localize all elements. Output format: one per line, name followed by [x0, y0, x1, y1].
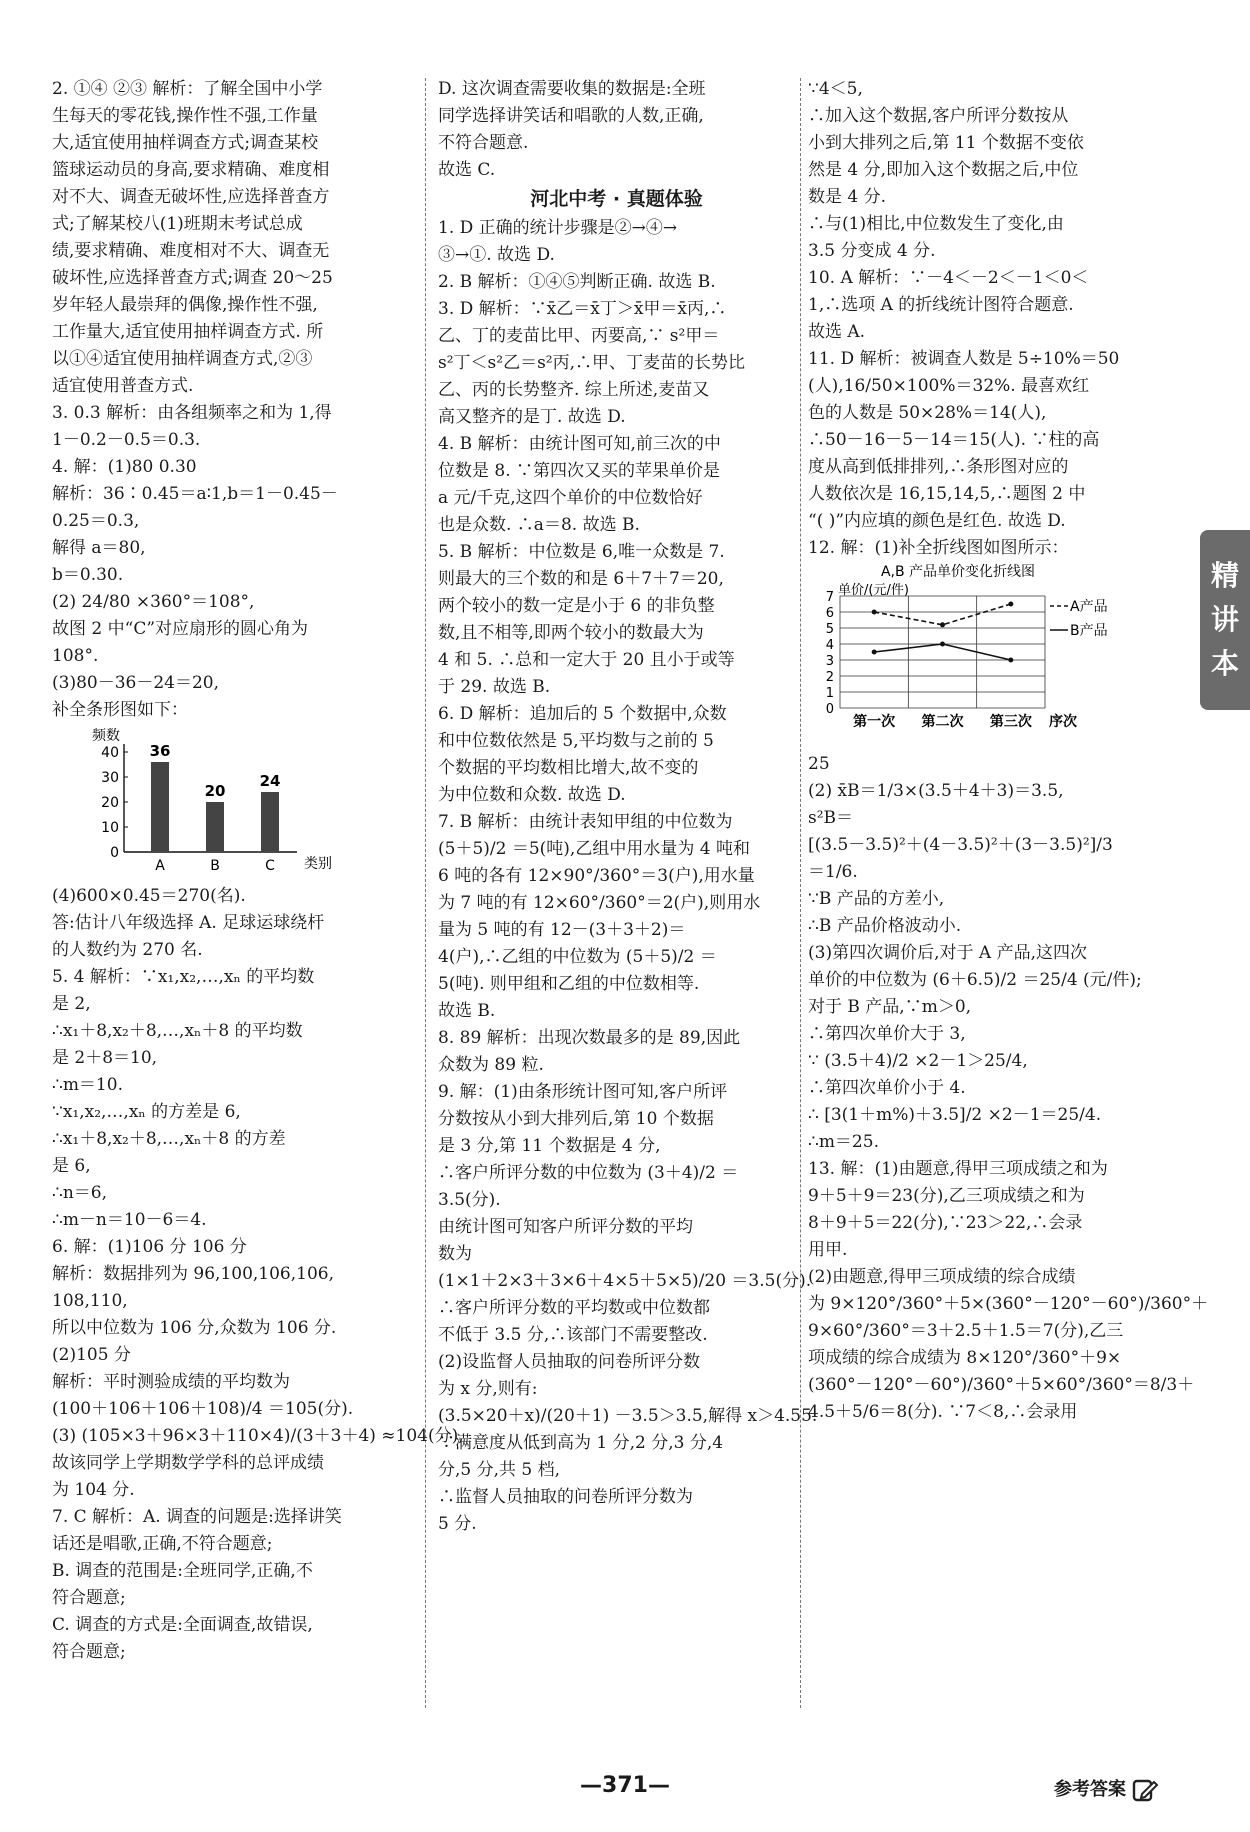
text-line: 3.5 分变成 4 分.	[808, 241, 936, 261]
text-line: 破坏性,应选择普查方式;调查 20～25	[52, 268, 333, 288]
text-line: 6 吨的各有 12×90°/360°＝3(户),用水量	[438, 866, 755, 886]
text-line: 色的人数是 50×28%＝14(人),	[808, 403, 1047, 423]
text-line: C. 调查的方式是:全面调查,故错误,	[52, 1615, 313, 1635]
text-line: 108,110,	[52, 1291, 128, 1311]
x-tick-label: 第三次	[989, 714, 1032, 730]
text-line: 对于 B 产品,∵m＞0,	[808, 997, 972, 1017]
text-line: 9. 解：(1)由条形统计图可知,客户所评	[438, 1082, 728, 1102]
text-line: 3. 0.3 解析：由各组频率之和为 1,得	[52, 403, 332, 423]
text-line: ∴m＝10.	[52, 1075, 123, 1095]
text-line: (3)第四次调价后,对于 A 产品,这四次	[808, 943, 1087, 963]
footer	[1054, 1776, 1158, 1803]
data-point	[872, 610, 877, 615]
text-line: 为 9×120°/360°＋5×(360°－120°－60°)/360°＋	[808, 1294, 1209, 1314]
data-point	[940, 622, 945, 627]
text-line: 个数据的平均数相比增大,故不变的	[438, 758, 699, 778]
text-line: 同学选择讲笑话和唱歌的人数,正确,	[438, 106, 704, 126]
text-line: (人),16/50×100%＝32%. 最喜欢红	[808, 376, 1090, 396]
text-line: 5 分.	[438, 1514, 477, 1534]
text-line: ＝1/6.	[808, 862, 858, 882]
text-line: 故选 B.	[438, 1001, 496, 1021]
side-tab-char-2: 讲	[1210, 603, 1239, 636]
text-line: ∴客户所评分数的中位数为 (3＋4)/2 ＝	[438, 1163, 739, 1183]
col3-text-top	[808, 76, 1168, 562]
text-line: 4(户),∴乙组的中位数为 (5＋5)/2 ＝	[438, 947, 717, 967]
text-line: 5(吨). 则甲组和乙组的中位数相等.	[438, 974, 700, 994]
text-line: 不低于 3.5 分,∴该部门不需要整改.	[438, 1325, 708, 1345]
side-tab-char-1: 精	[1210, 559, 1239, 592]
text-line: 乙、丙的长势整齐. 综上所述,麦苗又	[438, 380, 710, 400]
y-tick-label: 20	[101, 795, 119, 811]
text-line: 是 2＋8＝10,	[52, 1048, 158, 1068]
text-line: 量为 5 吨的有 12－(3＋3＋2)＝	[438, 920, 686, 940]
col1-text-top	[52, 76, 408, 724]
text-line: 高又整齐的是丁. 故选 D.	[438, 407, 626, 427]
text-line: 人数依次是 16,15,14,5,∴题图 2 中	[808, 484, 1086, 504]
text-line: 乙、丁的麦苗比甲、丙要高,∵ s²甲＝	[438, 326, 720, 346]
legend-label: A产品	[1070, 599, 1108, 615]
legend-label: B产品	[1070, 623, 1108, 639]
y-tick-label: 1	[825, 686, 834, 701]
side-tab-char-3: 本	[1210, 647, 1239, 680]
text-line: (2)由题意,得甲三项成绩的综合成绩	[808, 1267, 1076, 1287]
text-line: 4.5＋5/6＝8(分). ∵7＜8,∴会录用	[808, 1402, 1078, 1422]
text-line: 分数按从小到大排列后,第 10 个数据	[438, 1109, 714, 1129]
text-line: 13. 解：(1)由题意,得甲三项成绩之和为	[808, 1159, 1108, 1179]
text-line: (2)105 分	[52, 1345, 131, 1365]
text-line: 4. 解：(1)80 0.30	[52, 457, 197, 477]
y-tick-label: 0	[825, 702, 834, 717]
y-tick-label: 7	[825, 590, 834, 605]
text-line: 9＋5＋9＝23(分),乙三项成绩之和为	[808, 1186, 1085, 1206]
text-line: 数,且不相等,即两个较小的数最大为	[438, 623, 704, 643]
text-line: 108°.	[52, 646, 99, 666]
side-tab	[1200, 530, 1250, 710]
pen-note-icon	[1132, 1777, 1158, 1803]
text-line: ∴第四次单价大于 3,	[808, 1024, 966, 1044]
text-line: a 元/千克,这四个单价的中位数恰好	[438, 488, 703, 508]
text-line: 则最大的三个数的和是 6＋7＋7＝20,	[438, 569, 724, 589]
text-line: (100＋106＋106＋108)/4 ＝105(分).	[52, 1399, 354, 1419]
text-line: 4. B 解析：由统计图可知,前三次的中	[438, 434, 721, 454]
text-line: 适宜使用普查方式.	[52, 376, 194, 396]
text-line: ∴第四次单价小于 4.	[808, 1078, 966, 1098]
text-line: 12. 解：(1)补全折线图如图所示：	[808, 538, 1069, 558]
text-line: 众数为 89 粒.	[438, 1055, 544, 1075]
text-line: 不符合题意.	[438, 133, 529, 153]
text-line: 话还是唱歌,正确,不符合题意;	[52, 1534, 273, 1554]
y-tick-label: 40	[101, 745, 119, 761]
text-line: ∴m－n＝10－6＝4.	[52, 1210, 207, 1230]
text-line: 1. D 正确的统计步骤是②→④→	[438, 218, 678, 238]
text-line: 故该同学上学期数学学科的总评成绩	[52, 1453, 324, 1473]
chart-title: A,B 产品单价变化折线图	[880, 564, 1036, 580]
text-line: 是 6,	[52, 1156, 91, 1176]
text-line: 3. D 解析：∵x̄乙＝x̄丁＞x̄甲＝x̄丙,∴	[438, 299, 727, 319]
text-line: 位数是 8. ∵第四次又买的苹果单价是	[438, 461, 721, 481]
x-tick-label: 第一次	[853, 714, 896, 730]
x-axis-label: 序次	[1049, 714, 1077, 730]
text-line: ∵满意度从低到高为 1 分,2 分,3 分,4	[438, 1433, 724, 1453]
text-line: 1,∴选项 A 的折线统计图符合题意.	[808, 295, 1074, 315]
text-line: 所以中位数为 106 分,众数为 106 分.	[52, 1318, 337, 1338]
text-line: 25	[808, 754, 830, 774]
text-line: 工作量大,适宜使用抽样调查方式. 所	[52, 322, 324, 342]
text-line: 答:估计八年级选择 A. 足球运球绕杆	[52, 913, 325, 933]
text-line: 解析：36∶0.45＝a∶1,b＝1－0.45－	[52, 484, 338, 504]
text-line: 是 2,	[52, 994, 91, 1014]
text-line: 为 104 分.	[52, 1480, 135, 1500]
footer-label: 参考答案	[1054, 1779, 1126, 1800]
text-line: 8. 89 解析：出现次数最多的是 89,因此	[438, 1028, 741, 1048]
col3-text-bottom	[808, 751, 1209, 1426]
data-point	[940, 642, 945, 647]
text-line: ∴m＝25.	[808, 1132, 879, 1152]
text-line: 是 3 分,第 11 个数据是 4 分,	[438, 1136, 661, 1156]
y-tick-label: 4	[825, 638, 834, 653]
text-line: 单价的中位数为 (6＋6.5)/2 ＝25/4 (元/件);	[808, 970, 1142, 990]
text-line: (3)80－36－24＝20,	[52, 673, 220, 693]
text-line: (2) 24/80 ×360°＝108°,	[52, 592, 255, 612]
text-line: 1－0.2－0.5＝0.3.	[52, 430, 201, 450]
text-line: 6. D 解析：追加后的 5 个数据中,众数	[438, 704, 727, 724]
text-line: “( )”内应填的颜色是红色. 故选 D.	[808, 511, 1066, 531]
text-line: 符合题意;	[52, 1642, 126, 1662]
text-line: 补全条形图如下：	[52, 700, 188, 720]
text-line: ③→①. 故选 D.	[438, 245, 555, 265]
text-line: 故选 A.	[808, 322, 866, 342]
section-title: 河北中考 · 真题体验	[530, 188, 703, 210]
text-line: 解析：数据排列为 96,100,106,106,	[52, 1264, 334, 1284]
y-tick-label: 6	[825, 606, 834, 621]
text-line: 大,适宜使用抽样调查方式;调查某校	[52, 133, 319, 153]
text-line: ∴ [3(1＋m%)＋3.5]/2 ×2－1＝25/4.	[808, 1105, 1102, 1125]
text-line: 度从高到低排排列,∴条形图对应的	[808, 457, 1069, 477]
text-line: 由统计图可知客户所评分数的平均	[438, 1217, 693, 1237]
text-line: 2. ①④ ②③ 解析：了解全国中小学	[52, 79, 323, 99]
text-line: 于 29. 故选 B.	[438, 677, 551, 697]
text-line: 也是众数. ∴a＝8. 故选 B.	[438, 515, 640, 535]
text-line: 生每天的零花钱,操作性不强,工作量	[52, 106, 318, 126]
x-axis-label: 类别	[304, 856, 332, 872]
text-line: 为 7 吨的有 12×60°/360°＝2(户),则用水	[438, 893, 761, 913]
text-line: 对不大、调查无破坏性,应选择普查方	[52, 187, 330, 207]
text-line: ∴监督人员抽取的问卷所评分数为	[438, 1487, 693, 1507]
text-line: 项成绩的综合成绩为 8×120°/360°＋9×	[808, 1348, 1122, 1368]
text-line: D. 这次调查需要收集的数据是:全班	[438, 79, 706, 99]
text-line: 以①④适宜使用抽样调查方式,②③	[52, 349, 313, 369]
text-line: s²丁＜s²乙＝s²丙,∴甲、丁麦苗的长势比	[438, 353, 746, 373]
text-line: 解得 a＝80,	[52, 538, 146, 558]
text-line: 绩,要求精确、难度相对不大、调查无	[52, 241, 330, 261]
text-line: s²B＝	[808, 808, 854, 828]
text-line: 4 和 5. ∴总和一定大于 20 且小于或等	[438, 650, 735, 670]
text-line: ∵ (3.5＋4)/2 ×2－1＞25/4,	[808, 1051, 1028, 1071]
text-line: ∵x₁,x₂,…,xₙ 的方差是 6,	[52, 1102, 241, 1122]
text-line: ∴n＝6,	[52, 1183, 107, 1203]
text-line: ∵4＜5,	[808, 79, 863, 99]
text-line: 式;了解某校八(1)班期末考试总成	[52, 214, 303, 234]
y-tick-label: 2	[825, 670, 834, 685]
text-line: 为中位数和众数. 故选 D.	[438, 785, 626, 805]
text-line: ∴与(1)相比,中位数发生了变化,由	[808, 214, 1064, 234]
text-line: ∴x₁＋8,x₂＋8,…,xₙ＋8 的平均数	[52, 1021, 303, 1041]
column-2	[438, 76, 818, 1538]
text-line: 2. B 解析：①④⑤判断正确. 故选 B.	[438, 272, 716, 292]
text-line: ∴加入这个数据,客户所评分数按从	[808, 106, 1069, 126]
bar-value-label: 20	[204, 782, 226, 800]
text-line: b＝0.30.	[52, 565, 124, 585]
y-tick-label: 30	[101, 770, 119, 786]
x-tick-label: B	[210, 858, 220, 874]
text-line: ∴客户所评分数的平均数或中位数都	[438, 1298, 710, 1318]
bar-value-label: 24	[259, 772, 281, 790]
text-line: 11. D 解析：被调查人数是 5÷10%＝50	[808, 349, 1120, 369]
text-line: (2)设监督人员抽取的问卷所评分数	[438, 1352, 701, 1372]
bar-value-label: 36	[149, 742, 171, 760]
y-axis-label: 频数	[92, 728, 120, 744]
text-line: 然是 4 分,即加入这个数据之后,中位	[808, 160, 1079, 180]
text-line: 故选 C.	[438, 160, 496, 180]
column-3	[808, 76, 1209, 1426]
text-line: (3.5×20＋x)/(20＋1) －3.5＞3.5,解得 x＞4.55.	[438, 1406, 818, 1426]
text-line: 7. B 解析：由统计表知甲组的中位数为	[438, 812, 733, 832]
line-chart	[808, 562, 1108, 742]
text-line: 10. A 解析：∵－4＜－2＜－1＜0＜	[808, 268, 1089, 288]
column-1	[52, 76, 464, 1666]
col1-text-bottom	[52, 883, 464, 1666]
data-point	[872, 650, 877, 655]
text-line: 符合题意;	[52, 1588, 126, 1608]
y-tick-label: 0	[110, 845, 119, 861]
col2-text-bottom	[438, 215, 818, 1538]
bar	[261, 792, 279, 852]
x-tick-label: A	[155, 858, 165, 874]
text-line: 数是 4 分.	[808, 187, 887, 207]
text-line: (5＋5)/2 ＝5(吨),乙组中用水量为 4 吨和	[438, 839, 750, 859]
text-line: ∴50－16－5－14＝15(人). ∵柱的高	[808, 430, 1100, 450]
text-line: 分,5 分,共 5 档,	[438, 1460, 561, 1480]
text-line: 篮球运动员的身高,要求精确、难度相	[52, 160, 330, 180]
y-tick-label: 10	[101, 820, 119, 836]
x-tick-label: 第二次	[921, 714, 964, 730]
text-line: ∴x₁＋8,x₂＋8,…,xₙ＋8 的方差	[52, 1129, 286, 1149]
text-line: 9×60°/360°＝3＋2.5＋1.5＝7(分),乙三	[808, 1321, 1124, 1341]
col2-text-top	[438, 76, 795, 184]
y-tick-label: 5	[825, 622, 834, 637]
y-axis-label: 单价/(元/件)	[838, 583, 909, 598]
text-line: (360°－120°－60°)/360°＋5×60°/360°＝8/3＋	[808, 1375, 1195, 1395]
text-line: (3) (105×3＋96×3＋110×4)/(3＋3＋4) ≈104(分),	[52, 1426, 464, 1446]
text-line: 8＋9＋5＝22(分),∵23＞22,∴会录	[808, 1213, 1083, 1233]
series-line	[874, 604, 1011, 625]
text-line: (4)600×0.45＝270(名).	[52, 886, 246, 906]
text-line: 数为	[438, 1244, 472, 1264]
text-line: 岁年轻人最崇拜的偶像,操作性不强,	[52, 295, 318, 315]
text-line: ∴B 产品价格波动小.	[808, 916, 962, 936]
text-line: 两个较小的数一定是小于 6 的非负整	[438, 596, 715, 616]
bar	[151, 762, 169, 852]
text-line: 6. 解：(1)106 分 106 分	[52, 1237, 247, 1257]
bar	[206, 802, 224, 852]
text-line: B. 调查的范围是:全班同学,正确,不	[52, 1561, 313, 1581]
text-line: 的人数约为 270 名.	[52, 940, 203, 960]
x-tick-label: C	[265, 858, 275, 874]
text-line: 7. C 解析：A. 调查的问题是:选择讲笑	[52, 1507, 342, 1527]
text-line: (1×1＋2×3＋3×6＋4×5＋5×5)/20 ＝3.5(分).	[438, 1271, 812, 1291]
text-line: 解析：平时测验成绩的平均数为	[52, 1372, 290, 1392]
y-tick-label: 3	[825, 654, 834, 669]
data-point	[1008, 602, 1013, 607]
data-point	[1008, 658, 1013, 663]
text-line: 为 x 分,则有:	[438, 1379, 538, 1399]
text-line: 5. B 解析：中位数是 6,唯一众数是 7.	[438, 542, 725, 562]
text-line: 3.5(分).	[438, 1190, 501, 1210]
bar-chart	[52, 724, 352, 874]
text-line: 0.25＝0.3,	[52, 511, 140, 531]
text-line: 和中位数依然是 5,平均数与之前的 5	[438, 731, 714, 751]
text-line: 用甲.	[808, 1240, 848, 1260]
text-line: 5. 4 解析：∵x₁,x₂,…,xₙ 的平均数	[52, 967, 315, 987]
text-line: 故图 2 中“C”对应扇形的圆心角为	[52, 619, 309, 639]
text-line: [(3.5－3.5)²＋(4－3.5)²＋(3－3.5)²]/3	[808, 835, 1113, 855]
text-line: 小到大排列之后,第 11 个数据不变依	[808, 133, 1084, 153]
text-line: (2) x̄B＝1/3×(3.5＋4＋3)＝3.5,	[808, 781, 1064, 801]
text-line: ∵B 产品的方差小,	[808, 889, 945, 909]
page-number: —371—	[580, 1773, 670, 1798]
